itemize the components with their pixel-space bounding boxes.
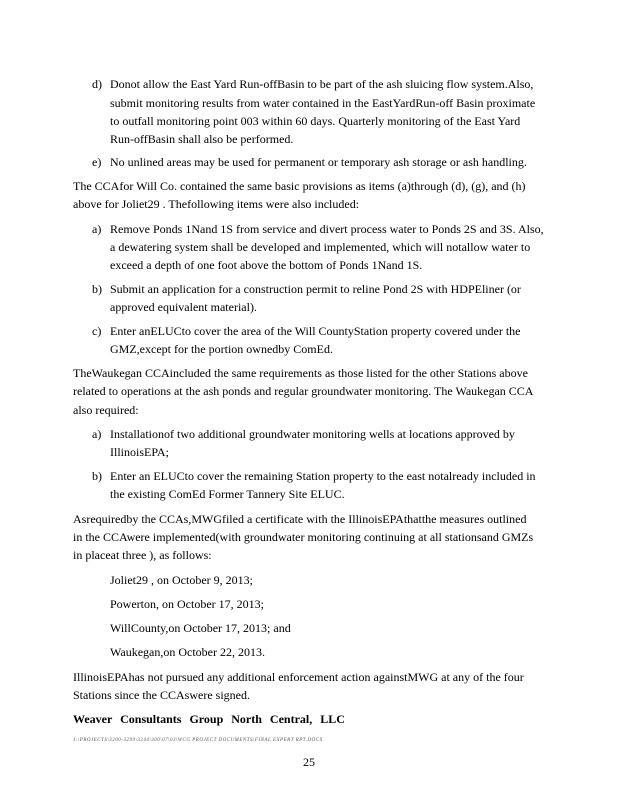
bullet-item: Waukegan,on October 22, 2013.	[110, 645, 265, 659]
paragraph-line: TheWaukegan CCAincluded the same requirements as those listed for the other Stations above	[73, 366, 528, 380]
list-item-text: to outfall monitoring point 003 within 60 days. Quarterly monitoring of the East Yard	[110, 114, 521, 128]
list-item-text: Enter anELUCto cover the area of the Will CountyStation property covered under the	[110, 324, 521, 338]
paragraph-line: above for Joliet29 . Thefollowing items were also included:	[73, 197, 360, 211]
footer-company: Weaver Consultants Group North Central, LLC	[73, 712, 345, 726]
paragraph-line: The CCAfor Will Co. contained the same basic provisions as items (a)through (d), (g), and (h)	[73, 179, 526, 193]
paragraph-line: Asrequiredby the CCAs,MWGfiled a certificate with the IllinoisEPAthatthe measures outlined	[73, 512, 527, 526]
list-item-text: Remove Ponds 1Nand 1S from service and divert process water to Ponds 2S and 3S. Also,	[110, 222, 544, 236]
list-item-text: approved equivalent material).	[110, 300, 257, 314]
paragraph-line: in the CCAwere implemented(with groundwater monitoring continuing at all stationsand GMZs	[73, 530, 534, 544]
list-item-text: Installationof two additional groundwater monitoring wells at locations approved by	[110, 427, 515, 441]
list-item-text: Donot allow the East Yard Run-offBasin to be part of the ash sluicing flow system.Also,	[110, 77, 534, 91]
bullet-item: WillCounty,on October 17, 2013; and	[110, 621, 291, 635]
bullet-item: Powerton, on October 17, 2013;	[110, 597, 264, 611]
list-item-text: Submit an application for a construction permit to reline Pond 2S with HDPEliner (or	[110, 282, 521, 296]
list-item-text: GMZ,except for the portion ownedby ComEd.	[110, 342, 333, 356]
list-item-text: exceed a depth of one foot above the bottom of Ponds 1Nand 1S.	[110, 258, 423, 272]
list-item-text: submit monitoring results from water contained in the EastYardRun-off Basin proximate	[110, 96, 536, 110]
list-item-text: Enter an ELUCto cover the remaining Station property to the east notalready included in	[110, 469, 536, 483]
list-label: a)	[92, 222, 102, 236]
page-number: 25	[303, 755, 315, 769]
list-label: e)	[92, 155, 102, 169]
paragraph-line: related to operations at the ash ponds and regular groundwater monitoring. The Waukegan CCA	[73, 384, 534, 398]
list-label: d)	[92, 77, 102, 91]
list-item-text: IllinoisEPA;	[110, 445, 169, 459]
paragraph-line: in placeat three ), as follows:	[73, 548, 212, 562]
list-item-text: No unlined areas may be used for permanent or temporary ash storage or ash handling.	[110, 155, 527, 169]
list-label: c)	[92, 324, 102, 338]
paragraph-line: also required:	[73, 403, 139, 417]
list-item-text: Run-offBasin shall also be performed.	[110, 132, 294, 146]
footer-file-path: J:\PROJECTS\3200-3299\3244\300\07\03\WCG PROJECT DOCUMENTS\FINAL EXPERT RPT.DOCX	[73, 738, 324, 743]
list-label: a)	[92, 427, 102, 441]
paragraph-line: Stations since the CCAswere signed.	[73, 688, 250, 702]
list-item-text: the existing ComEd Former Tannery Site ELUC.	[110, 487, 345, 501]
list-label: b)	[92, 282, 102, 296]
list-label: b)	[92, 469, 102, 483]
bullet-item: Joliet29 , on October 9, 2013;	[110, 573, 253, 587]
list-item-text: a dewatering system shall be developed and implemented, which will notallow water to	[110, 240, 531, 254]
paragraph-line: IllinoisEPAhas not pursued any additional enforcement action againstMWG at any of the four	[73, 670, 524, 684]
